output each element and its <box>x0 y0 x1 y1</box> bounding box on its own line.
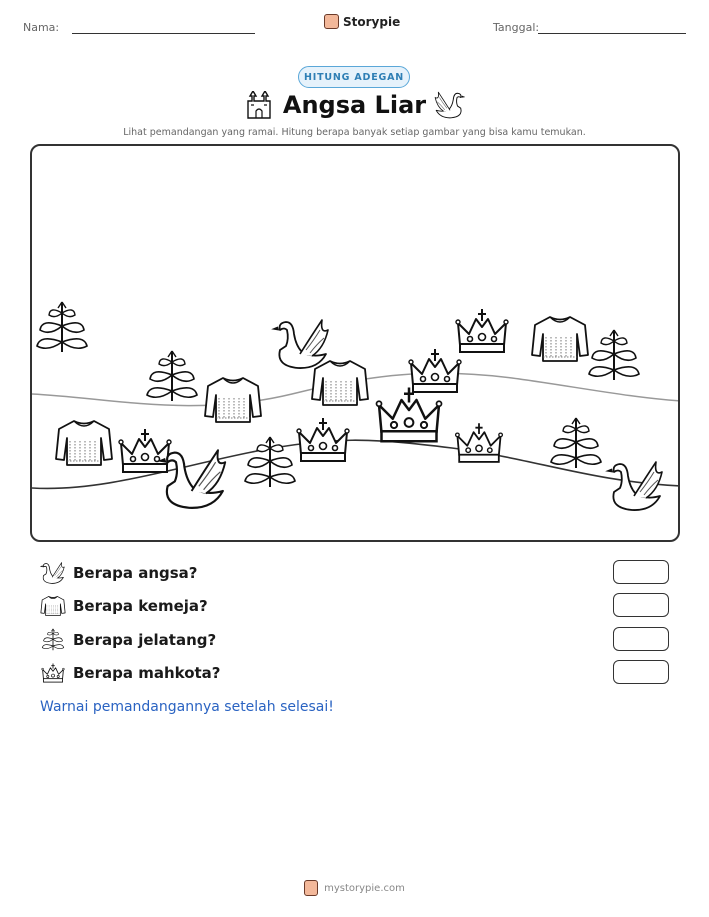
nettle <box>37 302 87 352</box>
instructions-subtitle: Lihat pemandangan yang ramai. Hitung berapa banyak setiap gambar yang bisa kamu temukan. <box>123 127 586 138</box>
question-nettles <box>40 628 216 652</box>
question-text: Berapa mahkota? <box>73 664 221 682</box>
question-text: Berapa jelatang? <box>73 631 217 649</box>
crown <box>377 388 442 442</box>
brand-name: Storypie <box>343 14 401 29</box>
crown <box>297 418 349 461</box>
coloring-instruction: Warnai pemandangannya setelah selesai! <box>40 699 334 715</box>
crown <box>456 423 503 462</box>
crown-icon <box>40 661 66 685</box>
answer-box-nettles[interactable] <box>613 627 669 651</box>
nettle <box>245 437 295 487</box>
footer-url[interactable]: mystorypie.com <box>324 882 405 894</box>
crown <box>456 309 508 352</box>
shirt <box>56 421 112 465</box>
question-swans <box>40 561 198 585</box>
question-text: Berapa kemeja? <box>73 597 208 615</box>
nettle <box>589 330 639 380</box>
answer-box-swans[interactable] <box>613 560 669 584</box>
brand-logo <box>324 14 400 29</box>
swan-icon <box>40 561 66 585</box>
page-title: Angsa Liar <box>282 91 427 119</box>
crown <box>119 429 171 472</box>
question-crowns <box>40 661 221 685</box>
shirt-icon <box>40 594 66 618</box>
shirt <box>312 361 368 405</box>
nettle-icon <box>40 628 66 652</box>
shirt <box>205 378 261 422</box>
swan <box>159 450 225 508</box>
answer-box-crowns[interactable] <box>613 660 669 684</box>
activity-badge: HITUNG ADEGAN <box>298 66 410 88</box>
answer-box-shirts[interactable] <box>613 593 669 617</box>
footer <box>0 880 709 896</box>
counting-scene <box>30 144 680 542</box>
storypie-logo-icon <box>324 14 339 29</box>
name-line[interactable] <box>72 33 255 34</box>
question-text: Berapa angsa? <box>73 564 198 582</box>
name-label: Nama: <box>23 21 60 34</box>
swan <box>273 320 328 368</box>
storypie-logo-icon <box>304 880 318 896</box>
nettle <box>551 418 601 468</box>
date-label: Tanggal: <box>493 21 540 34</box>
nettle <box>147 351 197 401</box>
swan <box>607 462 662 510</box>
swan-icon <box>433 91 465 119</box>
crown <box>409 349 461 392</box>
date-line[interactable] <box>538 33 686 34</box>
shirt <box>532 317 588 361</box>
question-shirts <box>40 594 208 618</box>
